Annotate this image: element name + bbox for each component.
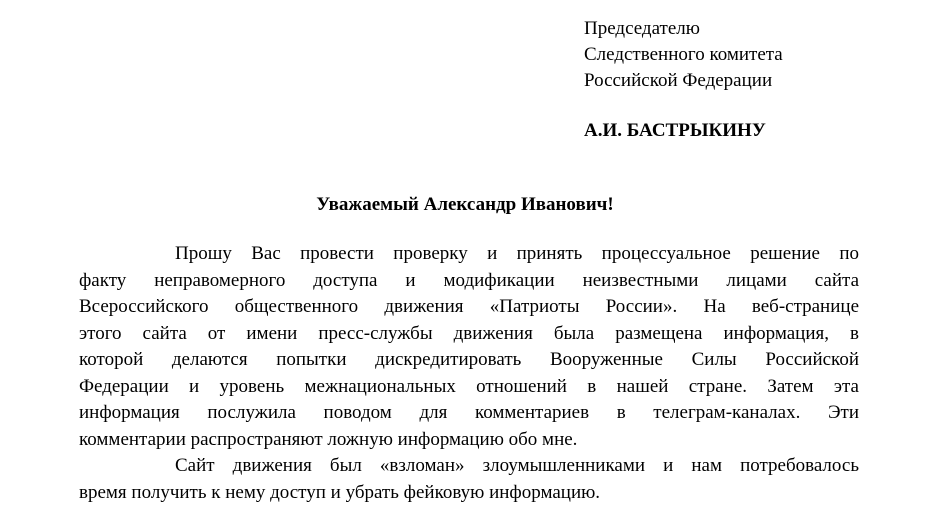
addressee-line: Следственного комитета [584, 44, 783, 65]
paragraph-line: этого сайта от имени пресс-службы движения была размещена информация, в [79, 322, 859, 344]
paragraph-line: которой делаются попытки дискредитировать Вооруженные Силы Российской [79, 349, 859, 370]
addressee-line: Председателю [584, 18, 700, 39]
paragraph-line: Федерации и уровень межнациональных отношений в нашей стране. Затем эта [79, 375, 859, 397]
paragraph-line: Всероссийского общественного движения «Патриоты России». На веб-странице [79, 296, 859, 317]
addressee-block [584, 16, 783, 94]
addressee-name: А.И. БАСТРЫКИНУ [584, 120, 766, 141]
paragraph-line: комментарии распространяют ложную информацию обо мне. [79, 428, 578, 450]
paragraph-line: время получить к нему доступ и убрать фейковую информацию. [79, 481, 601, 503]
paragraph-line: факту неправомерного доступа и модификации неизвестными лицами сайта [79, 269, 859, 291]
paragraph-line: Сайт движения был «взломан» злоумышленниками и нам потребовалось [175, 455, 859, 476]
salutation: Уважаемый Александр Иванович! [316, 194, 614, 215]
addressee-line: Российской Федерации [584, 70, 773, 91]
letter-body [79, 241, 859, 506]
paragraph-line: информация послужила поводом для комментариев в телеграм-каналах. Эти [79, 402, 859, 423]
paragraph-line: Прошу Вас провести проверку и принять процессуальное решение по [175, 243, 859, 264]
